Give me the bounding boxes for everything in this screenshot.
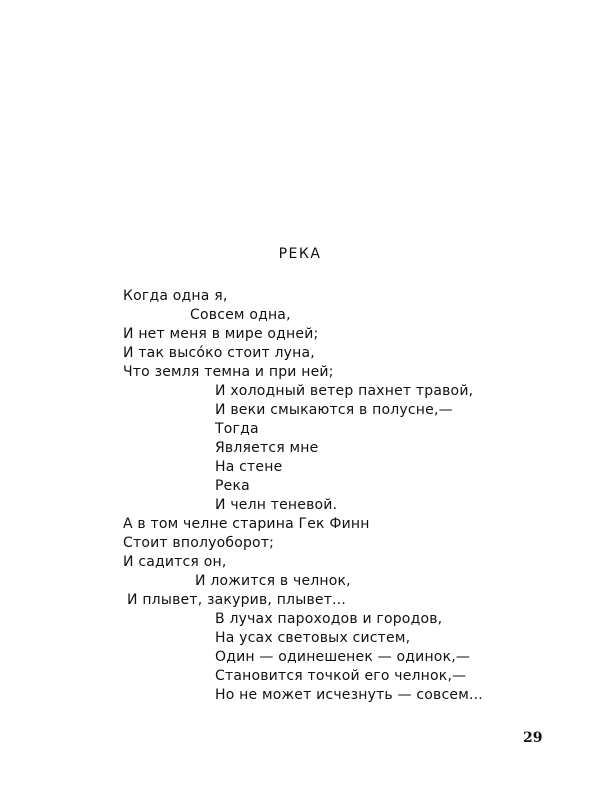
poem-line-7: И веки смыкаются в полусне,— <box>215 402 453 418</box>
poem-line-3: И нет меня в мире одней; <box>123 326 319 342</box>
poem-title: РЕКА <box>278 246 322 262</box>
poem-line-11: Река <box>215 478 250 494</box>
poem-line-9: Является мне <box>215 440 319 456</box>
poem-line-18: В лучах пароходов и городов, <box>215 611 443 627</box>
poem-line-15: И садится он, <box>123 554 227 570</box>
poem-line-22: Но не может исчезнуть — совсем... <box>215 687 483 703</box>
poem-line-20: Один — одинешенек — одинок,— <box>215 649 471 665</box>
page-number: 29 <box>523 730 543 746</box>
poem-line-6: И холодный ветер пахнет травой, <box>215 383 474 399</box>
poem-line-8: Тогда <box>215 421 259 437</box>
poem-line-10: На стене <box>215 459 283 475</box>
poem-line-5: Что земля темна и при ней; <box>123 364 334 380</box>
poem-line-16: И ложится в челнок, <box>195 573 351 589</box>
poem-line-14: Стоит вполуоборот; <box>123 535 275 551</box>
poem-line-2: Совсем одна, <box>190 307 291 323</box>
poem-line-1: Когда одна я, <box>123 288 228 304</box>
poem-line-4: И так высо́ко стоит луна, <box>123 345 315 361</box>
poem-line-19: На усах световых систем, <box>215 630 411 646</box>
poem-line-17: И плывет, закурив, плывет... <box>127 592 347 608</box>
poem-line-21: Становится точкой его челнок,— <box>215 668 467 684</box>
poem-line-12: И челн теневой. <box>215 497 338 513</box>
poem-line-13: А в том челне старина Гек Финн <box>123 516 370 532</box>
